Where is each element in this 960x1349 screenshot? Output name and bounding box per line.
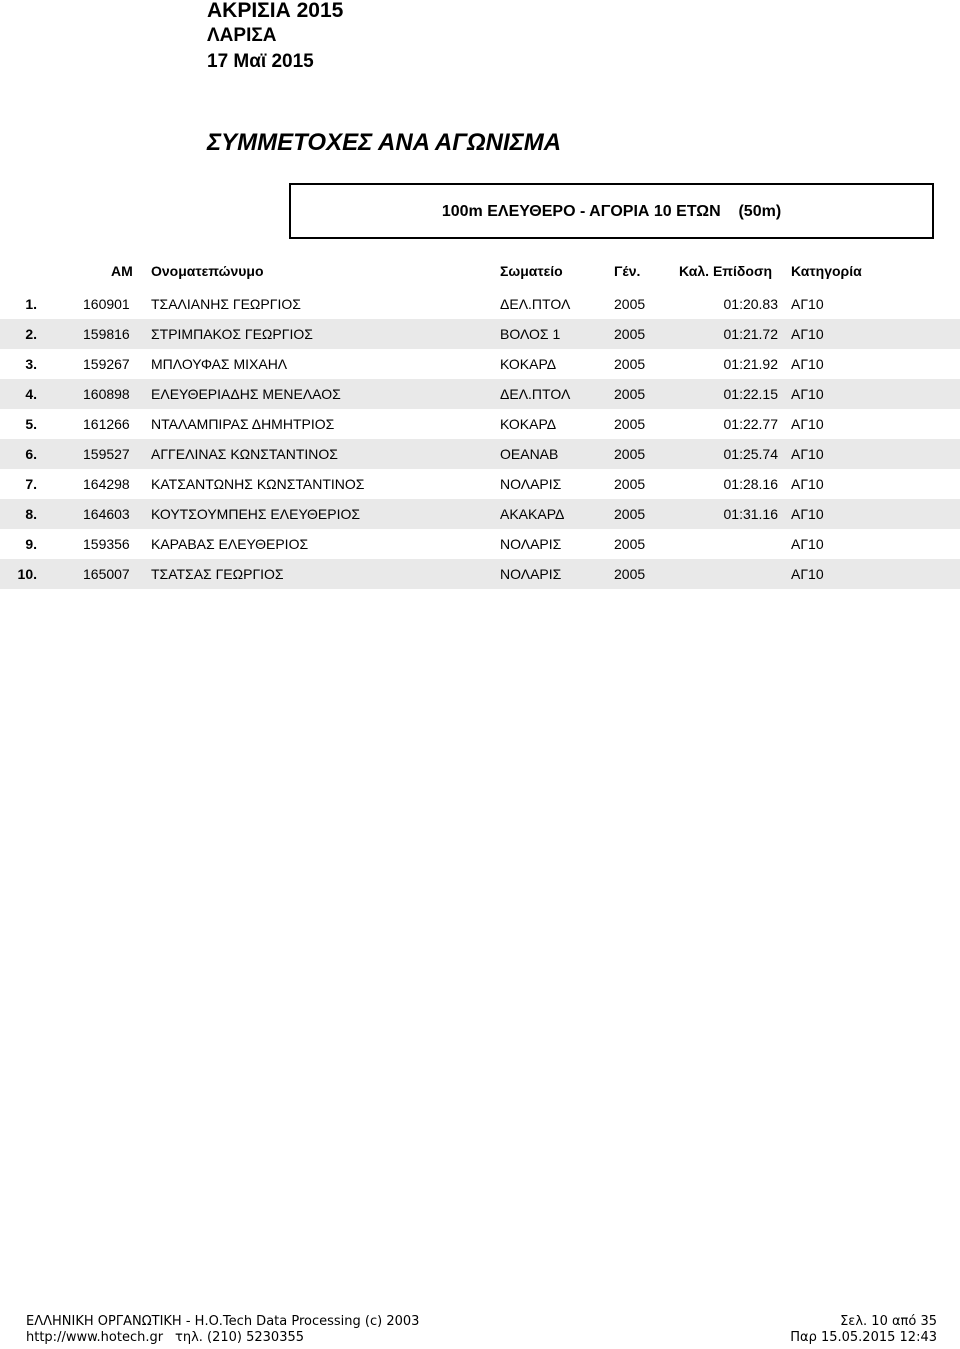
column-header-category: Κατηγορία [791, 263, 862, 279]
footer-print-date: Παρ 15.05.2015 12:43 [790, 1330, 937, 1345]
row-name: ΝΤΑΛΑΜΠΙΡΑΣ ΔΗΜΗΤΡΙΟΣ [151, 416, 335, 432]
row-club: ΚΟΚΑΡΔ [500, 356, 557, 372]
table-row [0, 289, 960, 319]
row-am: 164298 [83, 476, 130, 492]
row-rank: 2. [25, 326, 37, 342]
row-club: ΝΟΛΑΡΙΣ [500, 566, 562, 582]
row-time: 01:20.83 [723, 296, 778, 312]
row-category: ΑΓ10 [791, 566, 824, 582]
row-name: ΚΑΡΑΒΑΣ ΕΛΕΥΘΕΡΙΟΣ [151, 536, 309, 552]
row-year: 2005 [614, 386, 646, 402]
row-year: 2005 [614, 506, 646, 522]
row-rank: 9. [25, 536, 37, 552]
row-club: ΝΟΛΑΡΙΣ [500, 476, 562, 492]
row-rank: 5. [25, 416, 37, 432]
row-rank: 6. [25, 446, 37, 462]
row-category: ΑΓ10 [791, 296, 824, 312]
race-title-box [289, 183, 934, 239]
row-rank: 3. [25, 356, 37, 372]
row-rank: 10. [17, 566, 37, 582]
row-am: 160898 [83, 386, 130, 402]
row-year: 2005 [614, 566, 646, 582]
row-time: 01:22.15 [723, 386, 778, 402]
column-header-name: Ονοματεπώνυμο [151, 263, 264, 279]
row-name: ΚΟΥΤΣΟΥΜΠΕΗΣ ΕΛΕΥΘΕΡΙΟΣ [151, 506, 361, 522]
row-club: ΚΟΚΑΡΔ [500, 416, 557, 432]
row-time: 01:21.72 [723, 326, 778, 342]
row-year: 2005 [614, 536, 646, 552]
race-title: 100m ΕΛΕΥΘΕΡΟ - ΑΓΟΡΙΑ 10 ΕΤΩΝ (50m) [441, 203, 782, 220]
row-am: 159267 [83, 356, 130, 372]
row-name: ΤΣΑΤΣΑΣ ΓΕΩΡΓΙΟΣ [151, 566, 284, 582]
row-club: ΝΟΛΑΡΙΣ [500, 536, 562, 552]
table-row [0, 349, 960, 379]
row-year: 2005 [614, 296, 646, 312]
row-time: 01:25.74 [723, 446, 778, 462]
table-row [0, 529, 960, 559]
row-am: 160901 [83, 296, 130, 312]
table-row [0, 439, 960, 469]
row-club: ΔΕΛ.ΠΤΟΛ [500, 296, 571, 312]
footer-page-number: Σελ. 10 από 35 [840, 1314, 937, 1329]
row-name: ΕΛΕΥΘΕΡΙΑΔΗΣ ΜΕΝΕΛΑΟΣ [151, 386, 341, 402]
row-name: ΜΠΛΟΥΦΑΣ ΜΙΧΑΗΛ [151, 356, 288, 372]
row-time: 01:31.16 [723, 506, 778, 522]
page-title: ΣΥΜΜΕΤΟΧΕΣ ΑΝΑ ΑΓΩΝΙΣΜΑ [207, 129, 562, 156]
row-name: ΑΓΓΕΛΙΝΑΣ ΚΩΝΣΤΑΝΤΙΝΟΣ [151, 446, 338, 462]
row-rank: 7. [25, 476, 37, 492]
table-row [0, 469, 960, 499]
row-rank: 1. [25, 296, 37, 312]
footer-url: http://www.hotech.gr [26, 1330, 164, 1345]
row-category: ΑΓ10 [791, 476, 824, 492]
row-am: 159816 [83, 326, 130, 342]
table-row [0, 499, 960, 529]
row-year: 2005 [614, 326, 646, 342]
table-row [0, 319, 960, 349]
row-year: 2005 [614, 416, 646, 432]
column-header-club: Σωματείο [500, 263, 563, 279]
row-year: 2005 [614, 446, 646, 462]
row-name: ΤΣΑΛΙΑΝΗΣ ΓΕΩΡΓΙΟΣ [151, 296, 301, 312]
row-am: 159527 [83, 446, 130, 462]
row-club: ΒΟΛΟΣ 1 [500, 326, 561, 342]
column-header-am: ΑΜ [111, 263, 133, 279]
row-category: ΑΓ10 [791, 536, 824, 552]
row-rank: 8. [25, 506, 37, 522]
row-time: 01:28.16 [723, 476, 778, 492]
row-club: ΟΕΑΝΑΒ [500, 446, 559, 462]
row-name: ΣΤΡΙΜΠΑΚΟΣ ΓΕΩΡΓΙΟΣ [151, 326, 313, 342]
row-am: 164603 [83, 506, 130, 522]
table-row [0, 409, 960, 439]
footer-organization: ΕΛΛΗΝΙΚΗ ΟΡΓΑΝΩΤΙΚΗ - Η.Ο.Tech Data Processing (c) 2003 [26, 1314, 420, 1329]
row-category: ΑΓ10 [791, 446, 824, 462]
row-category: ΑΓ10 [791, 506, 824, 522]
row-year: 2005 [614, 476, 646, 492]
row-am: 159356 [83, 536, 130, 552]
table-row [0, 379, 960, 409]
column-header-year: Γέν. [614, 263, 641, 279]
footer-phone: τηλ. (210) 5230355 [175, 1330, 305, 1345]
row-time: 01:22.77 [723, 416, 778, 432]
row-club: ΑΚΑΚΑΡΔ [500, 506, 565, 522]
row-rank: 4. [25, 386, 37, 402]
row-am: 161266 [83, 416, 130, 432]
row-category: ΑΓ10 [791, 356, 824, 372]
row-category: ΑΓ10 [791, 326, 824, 342]
row-year: 2005 [614, 356, 646, 372]
entries-table [0, 289, 960, 589]
row-club: ΔΕΛ.ΠΤΟΛ [500, 386, 571, 402]
event-name: ΑΚΡΙΣΙΑ 2015 [207, 0, 344, 22]
row-am: 165007 [83, 566, 130, 582]
event-city: ΛΑΡΙΣΑ [207, 25, 277, 46]
row-time: 01:21.92 [723, 356, 778, 372]
table-row [0, 559, 960, 589]
column-header-time: Καλ. Επίδοση [679, 263, 773, 279]
row-category: ΑΓ10 [791, 416, 824, 432]
row-category: ΑΓ10 [791, 386, 824, 402]
event-date: 17 Μαϊ 2015 [207, 51, 314, 72]
row-name: ΚΑΤΣΑΝΤΩΝΗΣ ΚΩΝΣΤΑΝΤΙΝΟΣ [151, 476, 365, 492]
